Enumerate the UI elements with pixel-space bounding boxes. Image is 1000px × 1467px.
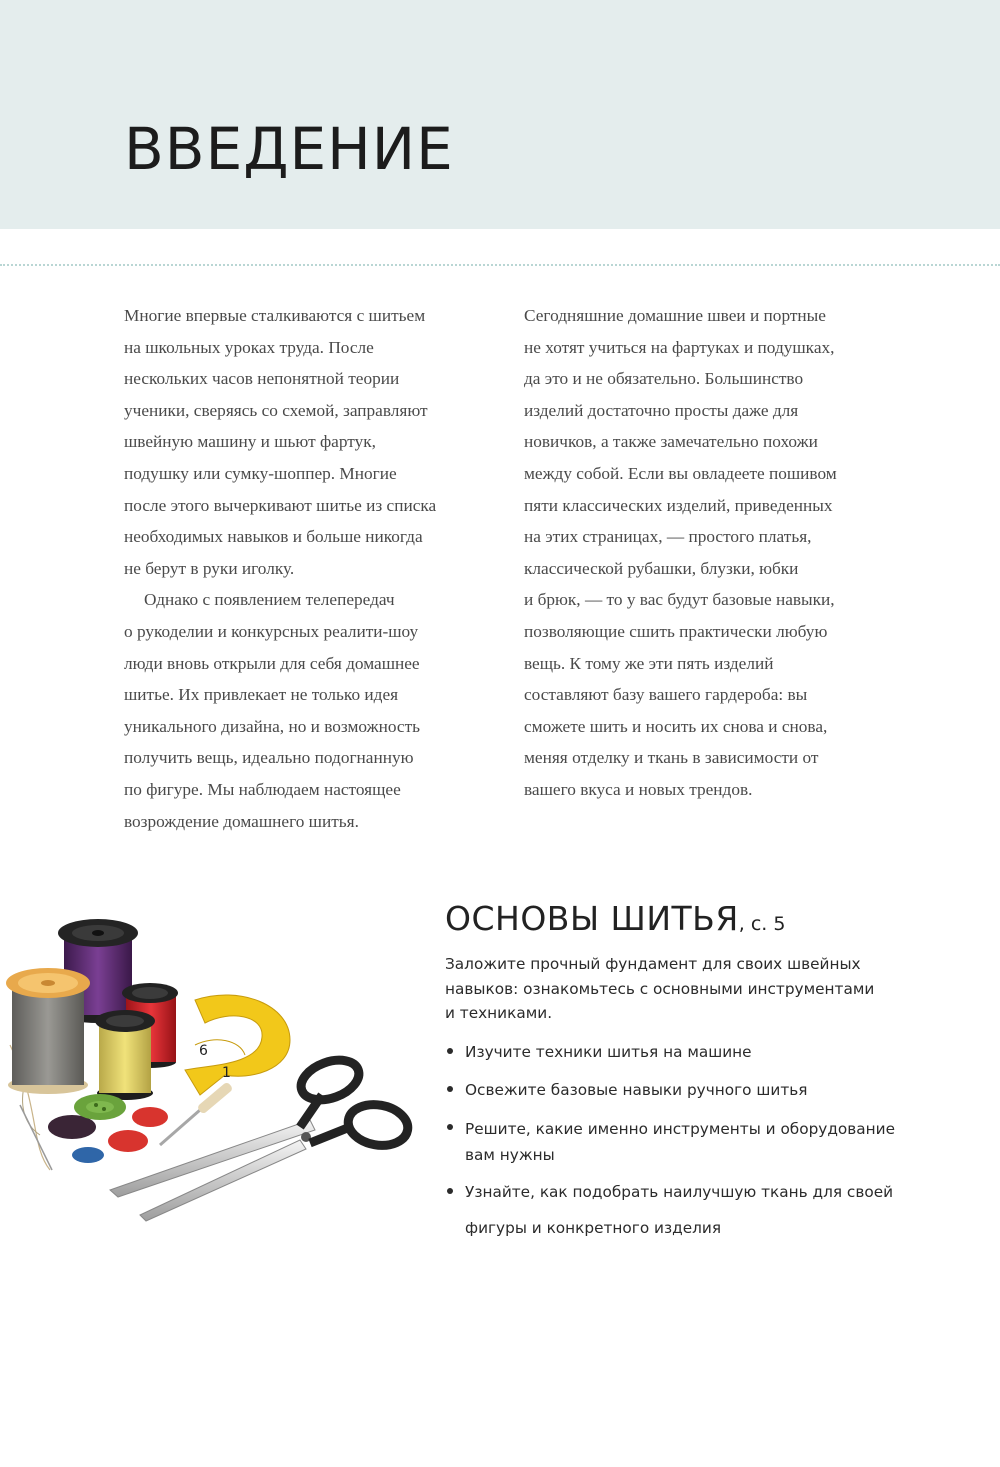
- bullet-dot-icon: [447, 1086, 453, 1092]
- bullet-item: [445, 1180, 925, 1246]
- section-intro: [445, 952, 915, 1026]
- svg-text:6: 6: [199, 1043, 208, 1059]
- text-line: на этих страницах, — простого платья,: [524, 527, 812, 547]
- measuring-tape: [185, 995, 290, 1095]
- text-line: получить вещь, идеально подогнанную: [124, 748, 414, 768]
- text-line: шитье. Их привлекает не только идея: [124, 685, 399, 705]
- sewing-supplies-icon: [0, 905, 430, 1225]
- bullet-text: Освежите базовые навыки ручного шитья: [465, 1081, 808, 1099]
- page-title: ВВЕДЕНИЕ: [124, 115, 454, 183]
- bullet-item: [445, 1116, 925, 1168]
- text-line: Однако с появлением телепередач: [144, 590, 395, 610]
- text-line: подушку или сумку-шоппер. Многие: [124, 463, 397, 483]
- bullet-text: фигуры и конкретного изделия: [465, 1219, 722, 1237]
- text-line: вашего вкуса и новых трендов.: [524, 779, 753, 799]
- intro-paragraph-3: [524, 300, 904, 806]
- bullet-dot-icon: [447, 1048, 453, 1054]
- text-line: классической рубашки, блузки, юбки: [524, 558, 799, 578]
- text-line: Заложите прочный фундамент для своих швейных: [445, 955, 861, 973]
- section-title: ОСНОВЫ ШИТЬЯ: [445, 899, 739, 938]
- text-line: Сегодняшние домашние швеи и портные: [524, 306, 826, 325]
- text-line: не берут в руки иголку.: [124, 558, 295, 578]
- section-heading: [445, 899, 786, 938]
- text-line: пяти классических изделий, приведенных: [524, 495, 833, 515]
- text-line: между собой. Если вы овладеете пошивом: [524, 463, 837, 483]
- bullet-text: Изучите техники шитья на машине: [465, 1043, 752, 1061]
- dotted-divider: [0, 264, 1000, 266]
- text-line: Многие впервые сталкиваются с шитьем: [124, 306, 426, 325]
- intro-right-column: [524, 300, 904, 806]
- text-line: после этого вычеркивают шитье из списка: [124, 495, 437, 515]
- text-line: меняя отделку и ткань в зависимости от: [524, 748, 819, 768]
- intro-left-column: [124, 300, 504, 837]
- gray-spool: [6, 968, 90, 1094]
- text-line: люди вновь открыли для себя домашнее: [124, 653, 420, 673]
- yellow-spool: [95, 1010, 155, 1100]
- text-line: на школьных уроках труда. После: [124, 337, 374, 357]
- text-line: о рукоделии и конкурсных реалити-шоу: [124, 621, 419, 641]
- text-line: изделий достаточно просты даже для: [524, 400, 799, 420]
- text-line: швейную машину и шьют фартук,: [124, 432, 376, 452]
- text-line: да это и не обязательно. Большинство: [524, 369, 804, 389]
- text-line: вещь. К тому же эти пять изделий: [524, 653, 774, 673]
- needle: [20, 1105, 52, 1170]
- text-line: возрождение домашнего шитья.: [124, 811, 359, 831]
- bullet-text: Решите, какие именно инструменты и оборудование: [465, 1120, 896, 1138]
- text-line: не хотят учиться на фартуках и подушках,: [524, 337, 835, 357]
- text-line: сможете шить и носить их снова и снова,: [524, 716, 828, 736]
- bullet-dot-icon: [447, 1188, 453, 1194]
- text-line: по фигуре. Мы наблюдаем настоящее: [124, 779, 401, 799]
- text-line: позволяющие сшить практически любую: [524, 621, 828, 641]
- text-line: нескольких часов непонятной теории: [124, 369, 400, 389]
- intro-paragraph-2: [124, 584, 504, 837]
- scissors: [110, 1053, 411, 1221]
- text-line: необходимых навыков и больше никогда: [124, 527, 423, 547]
- text-line: уникального дизайна, но и возможность: [124, 716, 420, 736]
- text-line: составляют базу вашего гардероба: вы: [524, 685, 808, 705]
- bullet-text: вам нужны: [465, 1146, 555, 1164]
- text-line: ученики, сверяясь со схемой, заправляют: [124, 400, 428, 420]
- text-line: и брюк, — то у вас будут базовые навыки,: [524, 590, 835, 610]
- bullet-text: Узнайте, как подобрать наилучшую ткань для своей: [465, 1183, 894, 1201]
- seam-ripper: [160, 1081, 234, 1145]
- bullet-item: [445, 1040, 925, 1064]
- text-line: новичков, а также замечательно похожи: [524, 432, 818, 452]
- bullet-dot-icon: [447, 1124, 453, 1130]
- intro-paragraph-1: [124, 300, 504, 584]
- text-line: и техниками.: [445, 1004, 553, 1022]
- section-page-ref[interactable]: , с. 5: [738, 913, 786, 935]
- text-line: навыков: ознакомьтесь с основными инструментами: [445, 979, 875, 998]
- buttons: [48, 1094, 168, 1163]
- svg-text:1: 1: [222, 1065, 231, 1081]
- bullet-item: [445, 1078, 925, 1102]
